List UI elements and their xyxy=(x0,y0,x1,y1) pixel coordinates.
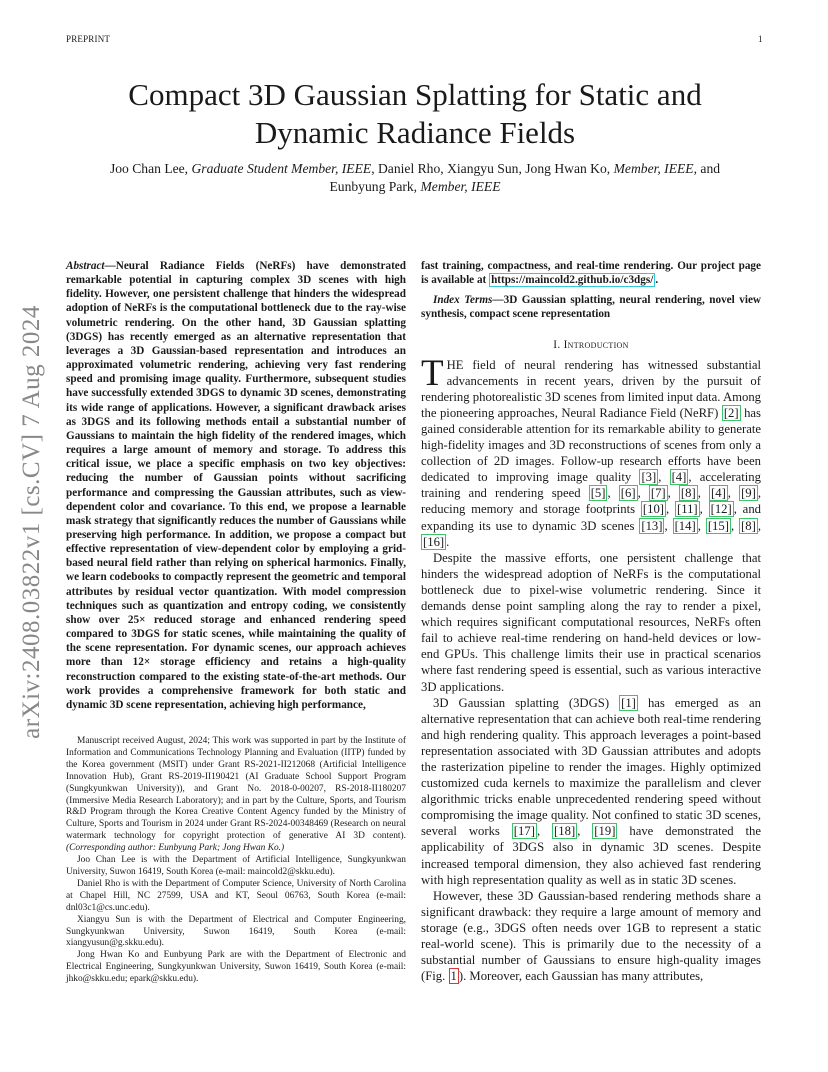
citation-link[interactable]: [6] xyxy=(620,486,636,501)
citation-link[interactable]: [8] xyxy=(680,486,696,501)
separator: , xyxy=(666,502,675,517)
citation-link[interactable]: [13] xyxy=(641,518,663,533)
drop-cap: T xyxy=(421,352,444,394)
footnote-affiliation: Joo Chan Lee is with the Department of Artificial Intelligence, Sungkyunkwan University, Suwon 16419, South Korea (e-mail: maincold2@skku.edu). xyxy=(66,855,406,877)
intro-paragraph-4 xyxy=(421,888,761,985)
separator: , xyxy=(637,486,649,501)
footnote-affiliation: Jong Hwan Ko and Eunbyung Park are with the Department of Electronic and Electrical Engineering, Sungkyunkwan University, Suwon 16419, South Korea (e-mail: jhko@skku.edu; epark@skku.edu). xyxy=(66,950,406,985)
separator: , xyxy=(658,470,670,485)
author-role: Graduate Student Member, IEEE xyxy=(191,161,372,176)
body-text: ). Moreover, each Gaussian has many attributes, xyxy=(458,969,704,984)
title-line-1: Compact 3D Gaussian Splatting for Static and xyxy=(128,77,702,112)
citation-link[interactable]: [1] xyxy=(621,695,636,710)
separator: , xyxy=(699,502,709,517)
body-text: has emerged as an alternative representation that can achieve both real-time rendering and high rendering quality. This approach leverages a point-based representation associated with 3D Gaussian attributes and adopts the rasterization pipeline to render the images. Highly optimized customized cuda kernels to maximize the parallelism and clever algorithmic tricks enable unprecedented rendering speed without compromising the image quality. Not confined to static 3D scenes, several works xyxy=(421,695,761,839)
project-page-link[interactable]: https://maincold2.github.io/c3dgs/ xyxy=(491,274,654,287)
abstract-label: Abstract xyxy=(66,260,105,272)
citation-link[interactable]: [10] xyxy=(642,502,665,517)
index-terms-text: —3D Gaussian splatting, neural rendering, novel view synthesis, compact scene representation xyxy=(421,294,761,321)
footnote-text: Manuscript received August, 2024; This work was supported in part by the Institute of Information and Communications Technology Planning and Evaluation (IITP) funded by the Korea government (MSIT) under Grant RS-2021-II212068 (Artificial Intelligence Innovation Hub), Grant RS-2019-II190421 (AI Graduate School Support Program (Sungkyunkwan University)), and Grant No. 2018-0-00207, RS-2018-II180207 (Immersive Media Research Laboratory); and in part by the Culture, Sports, and Tourism R&D Program through the Korea Creative Content Agency funded by the Ministry of Culture, Sports and Tourism in 2024 under Grant RS-2024-00348469 (Research on neural watermark technology for copyright protection of generative AI 3D content). xyxy=(66,736,406,842)
body-text: , and expanding its use to dynamic 3D scenes xyxy=(421,502,762,533)
section-title: Introduction xyxy=(563,338,629,351)
figure-link[interactable]: 1 xyxy=(450,969,457,984)
citation-link[interactable]: [16] xyxy=(423,534,445,549)
author-role: Member, IEEE xyxy=(613,161,694,176)
citation-link[interactable]: [8] xyxy=(741,518,756,533)
body-text: HE field of neural rendering has witnessed substantial advancements in recent years, driven by the pursuit of rendering photorealistic 3D scenes from limited input data. Among the pioneering approaches, Neural Radiance Field (NeRF) xyxy=(421,357,762,420)
body-text: have demonstrated the applicability of 3DGS also in dynamic 3D scenes. Despite increased temporal dimension, they also achieved fast rendering with high representation quality as well as in static 3D scenes. xyxy=(421,824,762,887)
citation-link[interactable]: [5] xyxy=(590,486,606,501)
corresponding-author-note: (Corresponding author: Eunbyung Park; Jong Hwan Ko.) xyxy=(66,843,285,854)
citation-link[interactable]: [14] xyxy=(674,518,696,533)
citation-link[interactable]: [3] xyxy=(641,470,657,485)
footnotes xyxy=(66,736,406,986)
footnote-funding xyxy=(66,736,406,855)
intro-paragraph-3 xyxy=(421,695,761,888)
arxiv-sidebar xyxy=(14,292,50,752)
citation-link[interactable]: [4] xyxy=(711,486,726,501)
paper-title xyxy=(66,76,764,152)
author-line-1 xyxy=(60,160,770,178)
separator: , xyxy=(697,518,706,533)
index-terms-label: Index Terms xyxy=(433,294,493,307)
author-text: , Daniel Rho, Xiangyu Sun, Jong Hwan Ko, xyxy=(371,161,614,176)
citation-link[interactable]: [11] xyxy=(676,502,698,517)
section-heading xyxy=(421,339,761,351)
separator: , xyxy=(607,486,619,501)
abstract xyxy=(66,259,406,712)
body-text: 3D Gaussian splatting (3DGS) xyxy=(433,695,620,710)
body-text: However, these 3D Gaussian-based rendering methods share a significant drawback: they require a large amount of memory and storage (e.g., 3DGS often needs over 1GB to represent a static real-world scene). This is primarily due to the necessity of a substantial number of Gaussians to ensure high-quality images (Fig. xyxy=(421,888,761,984)
body-text: , accelerating training and rendering speed xyxy=(421,470,761,501)
abstract-text-cont: fast training, compactness, and real-time rendering. Our project page is available at xyxy=(421,260,761,287)
separator: , xyxy=(664,518,673,533)
abstract-end: . xyxy=(655,274,659,287)
body-text: . xyxy=(446,534,450,549)
separator: , xyxy=(697,486,709,501)
separator: , xyxy=(757,518,762,533)
citation-link[interactable]: [4] xyxy=(671,470,687,485)
author-list xyxy=(60,160,770,196)
citation-link[interactable]: [7] xyxy=(650,486,666,501)
author-line-2 xyxy=(60,178,770,196)
citation-link[interactable]: [9] xyxy=(741,486,756,501)
introduction-body xyxy=(421,352,762,985)
separator: , xyxy=(727,486,740,501)
citation-link[interactable]: [17] xyxy=(513,824,535,839)
title-line-2: Dynamic Radiance Fields xyxy=(254,115,576,150)
separator: , xyxy=(536,824,553,839)
author-role: Member, IEEE xyxy=(420,179,501,194)
citation-link[interactable]: [19] xyxy=(594,824,616,839)
running-header: PREPRINT xyxy=(66,34,111,44)
citation-link[interactable]: [15] xyxy=(707,518,729,533)
author-text: Joo Chan Lee, xyxy=(109,161,192,176)
footnote-affiliation: Xiangyu Sun is with the Department of Electrical and Computer Engineering, Sungkyunkwan University, Suwon 16419, South Korea (e-mail: xiangyusun@g.skku.edu). xyxy=(66,914,406,949)
citation-link[interactable]: [2] xyxy=(723,405,739,420)
page-number: 1 xyxy=(758,34,763,44)
body-text: , reducing memory and storage footprints xyxy=(421,486,762,517)
section-numeral: I. xyxy=(553,338,564,351)
author-text: Eunbyung Park, xyxy=(329,179,421,194)
footnote-affiliation: Daniel Rho is with the Department of Computer Science, University of North Carolina at Chapel Hill, NC 27599, USA and KT, Seoul 06763, South Korea (e-mail: dnl03c1@cs.unc.edu). xyxy=(66,878,406,913)
author-text: , and xyxy=(693,161,721,176)
separator: , xyxy=(577,824,593,839)
citation-link[interactable]: [18] xyxy=(554,824,576,839)
intro-paragraph-1 xyxy=(421,352,762,550)
citation-link[interactable]: [12] xyxy=(710,502,732,517)
arxiv-identifier: arXiv:2408.03822v1 [cs.CV] 7 Aug 2024 xyxy=(18,305,45,739)
abstract-text: —Neural Radiance Fields (NeRFs) have demonstrated remarkable potential in capturing complex 3D scenes with high fidelity. However, one persistent challenge that hinders the widespread adoption of NeRFs is the computational bottleneck due to the ray-wise volumetric rendering. On the other hand, 3D Gaussian splatting (3DGS) has recently emerged as an alternative representation that leverages a 3D Gaussian-based representation and introduces an approximated volumetric rendering, achieving very fast rendering speed and promising image quality. Furthermore, subsequent studies have successfully extended 3DGS to dynamic 3D scenes, demonstrating its wide range of applications. However, a significant drawback arises as 3DGS and its following methods entail a substantial number of Gaussians to maintain the high fidelity of the rendered images, which requires a large amount of memory and storage. To address this critical issue, we place a specific emphasis on two key objectives: reducing the number of Gaussian points without sacrificing performance and compressing the Gaussian attributes, such as view-dependent color and covariance. To this end, we propose a learnable mask strategy that significantly reduces the number of Gaussians while preserving high performance. In addition, we propose a compact but effective representation of view-dependent color by employing a grid-based neural field rather than relying on spherical harmonics. Finally, we learn codebooks to compactly represent the geometric and temporal attributes by residual vector quantization. With model compression techniques such as quantization and entropy coding, we consistently show over 25× reduced storage and enhanced rendering speed compared to 3DGS for static scenes, while maintaining the quality of the scene representation. For dynamic scenes, our approach achieves more than 12× storage efficiency and retains a high-quality reconstruction compared to the existing state-of-the-art methods. Our work provides a comprehensive framework for both static and dynamic 3D scene representation, achieving high performance, xyxy=(66,260,406,711)
separator: , xyxy=(667,486,679,501)
left-column xyxy=(66,259,406,712)
index-terms xyxy=(421,293,761,321)
separator: , xyxy=(730,518,740,533)
abstract-continued xyxy=(421,259,761,287)
right-column xyxy=(421,259,761,984)
body-text: has gained considerable attention for its remarkable ability to generate high-fidelity images and 3D reconstructions of scenes from only a collection of 2D images. Follow-up research efforts have been dedicated to improving image quality xyxy=(421,405,761,485)
intro-paragraph-2: Despite the massive efforts, one persistent challenge that hinders the widespread adoption of NeRFs is the computational bottleneck due to pixel-wise volumetric rendering. Since it demands dense point sampling along the ray to render a pixel, which requires significant computational resources, NeRFs often fail to achieve real-time rendering on hand-held devices or low-end GPUs. This challenge limits their use in practical scenarios where fast rendering speed is essential, such as various interactive 3D applications. xyxy=(421,550,761,694)
